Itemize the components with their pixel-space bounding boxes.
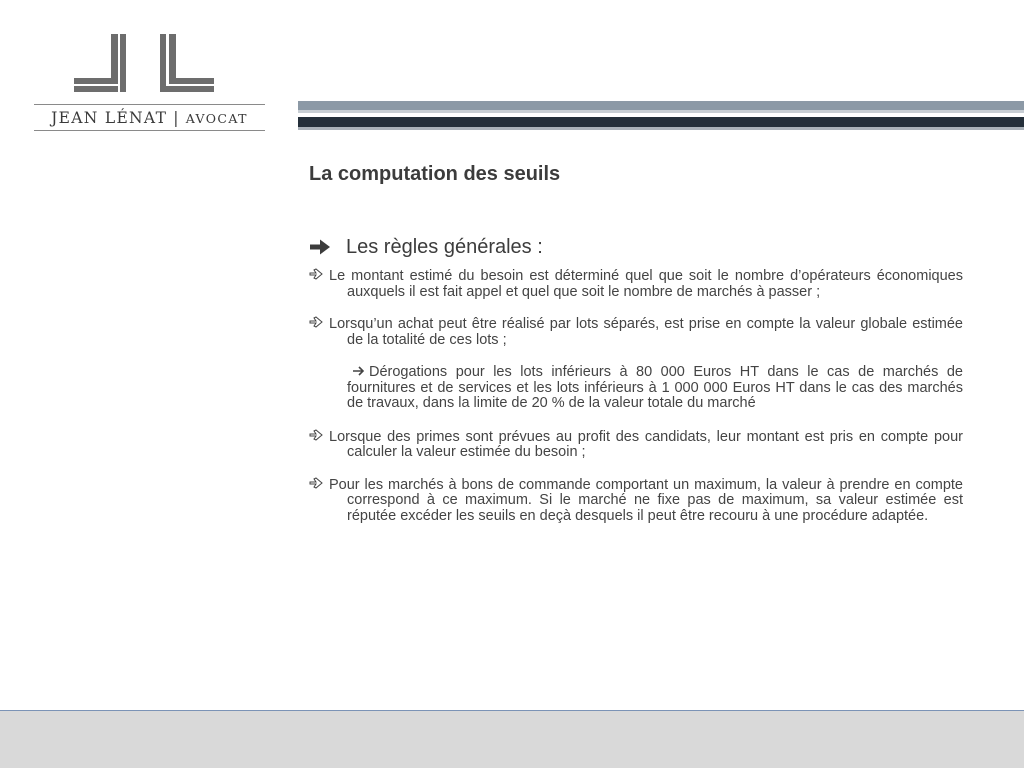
- section-heading-text: Les règles générales :: [346, 236, 543, 258]
- list-item-text: Le montant estimé du besoin est déterminé quel que soit le nombre d’opérateurs économiques auxquels il est fait appel et quel que soit le nombre de marchés à passer ;: [329, 268, 963, 300]
- logo-divider: [34, 104, 265, 105]
- logo-mark: [74, 34, 214, 92]
- right-arrow-icon: [353, 366, 365, 376]
- list-item: [309, 477, 963, 525]
- logo-mark-stroke: [160, 86, 214, 92]
- slide-content: [309, 160, 963, 524]
- bold-right-arrow-icon: [309, 238, 331, 256]
- sub-list-item-text: Dérogations pour les lots inférieurs à 80 000 Euros HT dans le cas de marchés de fournitures et de services et les lots inférieurs à 1 000 000 Euros HT dans le cas des marchés de travaux, dans la limite de 20 % de la valeur totale du marché: [347, 364, 963, 411]
- list-item-text: Lorsqu’un achat peut être réalisé par lots séparés, est prise en compte la valeur globale estimée de la totalité de ces lots ;: [329, 316, 963, 348]
- list-item: [309, 429, 963, 461]
- logo-mark-stroke: [111, 34, 118, 84]
- logo-mark-stroke: [160, 34, 166, 92]
- header-bar: [298, 127, 1024, 130]
- pointing-hand-icon: [309, 429, 323, 441]
- logo-mark-stroke: [169, 34, 176, 84]
- logo-text: [34, 106, 265, 130]
- header-bar: [298, 117, 1024, 127]
- header-bar: [298, 101, 1024, 110]
- logo-mark-stroke: [74, 78, 111, 84]
- logo-separator: |: [173, 109, 180, 127]
- footer-band: [0, 710, 1024, 768]
- logo-mark-stroke: [74, 86, 118, 92]
- section-heading: [309, 234, 963, 260]
- list-item-text: Pour les marchés à bons de commande comportant un maximum, la valeur à prendre en compte correspond à ce maximum. Si le marché ne fixe pas de maximum, sa valeur estimée est réputée excéder les seuils en deçà desquels il peut être recouru à une procédure adaptée.: [329, 476, 963, 524]
- sub-list-item: [309, 365, 963, 412]
- page-title: La computation des seuils: [309, 163, 561, 185]
- logo-divider: [34, 130, 265, 131]
- logo-role: AVOCAT: [185, 110, 248, 126]
- pointing-hand-icon: [309, 268, 323, 280]
- list-item: [309, 268, 963, 300]
- pointing-hand-icon: [309, 316, 323, 328]
- pointing-hand-icon: [309, 477, 323, 489]
- list-item-text: Lorsque des primes sont prévues au profit des candidats, leur montant est pris en compte pour calculer la valeur estimée du besoin ;: [329, 428, 963, 460]
- logo-mark-stroke: [120, 34, 126, 92]
- logo-name: JEAN LÉNAT: [51, 109, 168, 127]
- header-bar: [298, 110, 1024, 113]
- list-item: [309, 316, 963, 348]
- logo-mark-stroke: [169, 78, 214, 84]
